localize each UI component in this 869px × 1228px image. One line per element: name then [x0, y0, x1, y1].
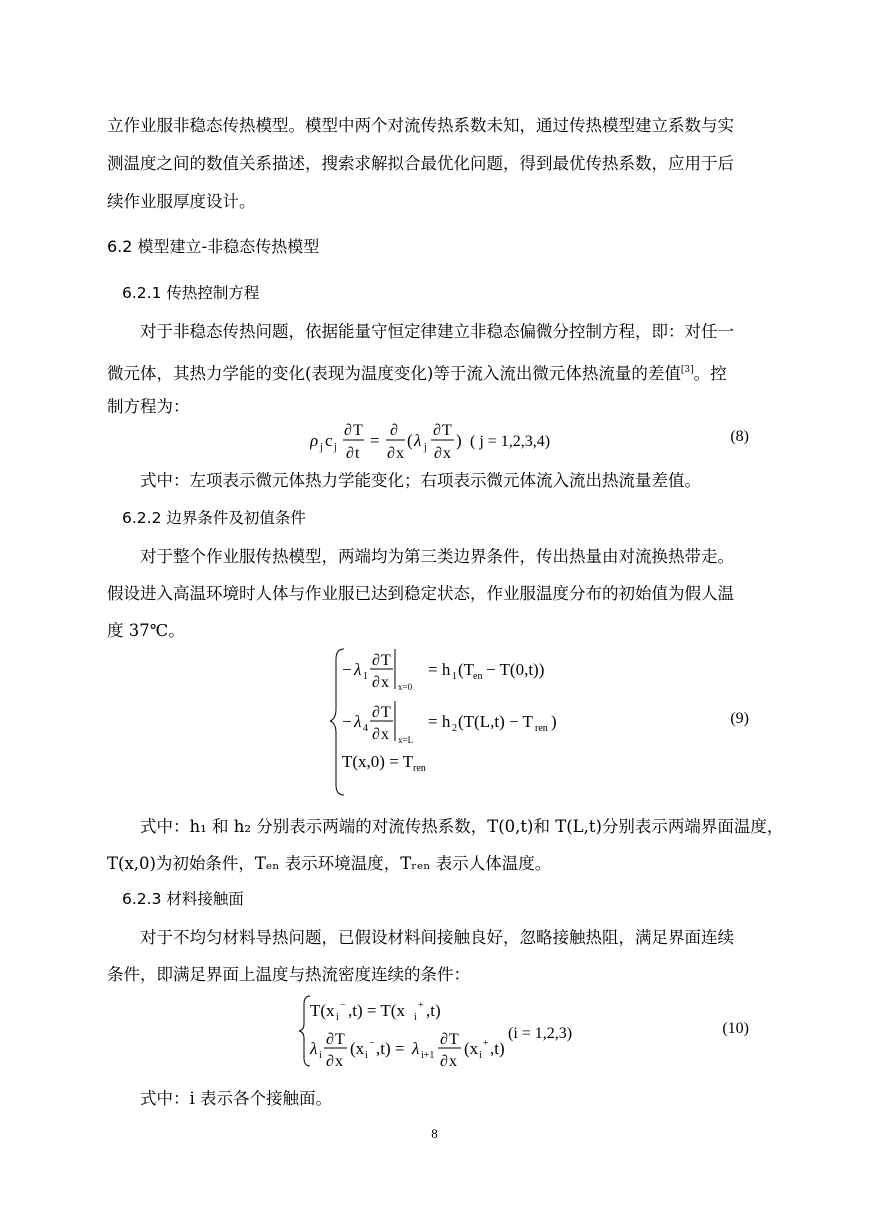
svg-text:ren: ren — [413, 763, 426, 774]
svg-text:): ) — [551, 712, 557, 731]
svg-text:+: + — [483, 1038, 489, 1049]
svg-text:∂: ∂ — [372, 704, 380, 721]
svg-text:1: 1 — [363, 671, 368, 682]
svg-text:=: = — [370, 431, 380, 450]
svg-text:∂: ∂ — [387, 445, 395, 462]
page-number: 8 — [431, 1126, 438, 1141]
svg-text:,t) = T(x: ,t) = T(x — [348, 1001, 405, 1020]
svg-text:∂: ∂ — [326, 1031, 334, 1048]
equation-number-10: (10) — [722, 1020, 749, 1037]
svg-text:∂: ∂ — [390, 422, 398, 439]
svg-text:∂: ∂ — [344, 422, 352, 439]
subsection-heading-6-2-2: 6.2.2 边界条件及初值条件 — [122, 509, 306, 527]
svg-text:∂: ∂ — [372, 652, 380, 669]
equation-9 — [330, 645, 590, 800]
svg-text:T: T — [442, 422, 452, 439]
s622-para-line-2: 假设进入高温环境时人体与作业服已达到稳定状态，作业服温度分布的初始值为假人温 — [107, 584, 734, 603]
equation-8 — [310, 418, 610, 462]
svg-text:T: T — [353, 422, 363, 439]
svg-text:i: i — [365, 1050, 368, 1061]
svg-text:i: i — [336, 1012, 339, 1023]
svg-text:∂: ∂ — [434, 445, 442, 462]
svg-text:∂: ∂ — [372, 726, 380, 743]
svg-text:T: T — [449, 1031, 459, 1048]
equation-10 — [298, 990, 598, 1072]
svg-text:λ: λ — [412, 1039, 420, 1058]
svg-text:−: − — [369, 1038, 375, 1049]
svg-text:x: x — [396, 445, 404, 462]
svg-text:1: 1 — [452, 671, 457, 682]
svg-text:4: 4 — [363, 723, 368, 734]
svg-text:T(x,0) = T: T(x,0) = T — [342, 752, 414, 771]
equation-number-9: (9) — [730, 710, 749, 727]
s621-para-line-1: 对于非稳态传热问题，依据能量守恒定律建立非稳态偏微分控制方程，即：对任一 — [140, 322, 734, 341]
s622-note-line-2: T(x,0)为初始条件，Tₑₙ 表示环境温度，Tᵣₑₙ 表示人体温度。 — [107, 854, 552, 873]
equation-number-8: (8) — [730, 428, 749, 445]
intro-line-3: 续作业服厚度设计。 — [107, 192, 256, 211]
subsection-heading-6-2-1: 6.2.1 传热控制方程 — [122, 284, 260, 302]
svg-text:λ: λ — [414, 431, 422, 450]
svg-text:− T(0,t)): − T(0,t)) — [486, 660, 545, 679]
svg-text:2: 2 — [452, 723, 457, 734]
svg-text:λ: λ — [354, 712, 362, 731]
svg-text:∂: ∂ — [372, 674, 380, 691]
svg-text:i+1: i+1 — [421, 1050, 435, 1061]
svg-text:x: x — [335, 1053, 343, 1070]
svg-text:∂: ∂ — [440, 1053, 448, 1070]
svg-text:ρ: ρ — [310, 431, 319, 450]
svg-text:i: i — [414, 1012, 417, 1023]
svg-text:x=L: x=L — [398, 735, 414, 745]
svg-text:,t): ,t) — [426, 1001, 441, 1020]
svg-text:∂: ∂ — [346, 445, 354, 462]
svg-text:T(x: T(x — [310, 1001, 335, 1020]
svg-text:−: − — [342, 712, 352, 731]
svg-text:(T(L,t) − T: (T(L,t) − T — [458, 712, 533, 731]
svg-text:j: j — [334, 442, 337, 453]
svg-text:∂: ∂ — [440, 1031, 448, 1048]
s622-note-line-1: 式中：h₁ 和 h₂ 分别表示两端的对流传热系数，T(0,t)和 T(L,t)分别表示两端界面温度， — [140, 817, 784, 836]
svg-text:i: i — [479, 1050, 482, 1061]
svg-text:j: j — [320, 442, 323, 453]
s623-para-line-1: 对于不均匀材料导热问题，已假设材料间接触良好，忽略接触热阻，满足界面连续 — [140, 928, 734, 947]
svg-text:∂: ∂ — [326, 1053, 334, 1070]
svg-text:c: c — [325, 431, 333, 450]
svg-text:= h: = h — [428, 712, 451, 731]
svg-text:+: + — [418, 1000, 424, 1011]
intro-line-2: 测温度之间的数值关系描述，搜索求解拟合最优化问题，得到最优传热系数，应用于后 — [107, 154, 734, 173]
s623-para-line-2: 条件，即满足界面上温度与热流密度连续的条件： — [107, 965, 470, 984]
svg-text:λ: λ — [310, 1039, 318, 1058]
svg-text:i: i — [319, 1050, 322, 1061]
svg-text:T: T — [381, 704, 391, 721]
svg-text:): ) — [456, 431, 462, 450]
svg-text:T: T — [335, 1031, 345, 1048]
svg-text:(T: (T — [458, 660, 475, 679]
svg-text:j: j — [424, 442, 427, 453]
svg-text:en: en — [473, 671, 483, 682]
s621-para-line-3: 制方程为： — [107, 397, 190, 416]
svg-text:( j = 1,2,3,4): ( j = 1,2,3,4) — [470, 433, 551, 450]
svg-text:(: ( — [407, 431, 413, 450]
section-heading-6-2: 6.2 模型建立-非稳态传热模型 — [107, 237, 320, 256]
svg-text:x: x — [381, 674, 389, 691]
svg-text:x: x — [381, 726, 389, 743]
s621-note: 式中：左项表示微元体热力学能变化；右项表示微元体流入流出热流量差值。 — [140, 471, 701, 490]
svg-text:∂: ∂ — [433, 422, 441, 439]
citation-ref: [3] — [680, 365, 694, 375]
svg-text:ren: ren — [535, 723, 548, 734]
svg-text:= h: = h — [428, 660, 451, 679]
s622-para-line-1: 对于整个作业服传热模型，两端均为第三类边界条件，传出热量由对流换热带走。 — [140, 547, 734, 566]
svg-text:λ: λ — [354, 660, 362, 679]
svg-text:(x: (x — [464, 1039, 479, 1058]
svg-text:(x: (x — [350, 1039, 365, 1058]
svg-text:x=0: x=0 — [398, 682, 413, 692]
svg-text:−: − — [340, 1000, 346, 1011]
svg-text:,t): ,t) — [490, 1039, 505, 1058]
s623-note: 式中：i 表示各个接触面。 — [140, 1089, 333, 1108]
intro-line-1: 立作业服非稳态传热模型。模型中两个对流传热系数未知，通过传热模型建立系数与实 — [107, 116, 734, 135]
subsection-heading-6-2-3: 6.2.3 材料接触面 — [122, 890, 244, 908]
s621-para-line-2: 微元体，其热力学能的变化(表现为温度变化)等于流入流出微元体热流量的差值[3]。控 — [107, 364, 727, 383]
svg-text:T: T — [381, 652, 391, 669]
svg-text:−: − — [342, 660, 352, 679]
svg-text:,t) =: ,t) = — [376, 1039, 405, 1058]
svg-text:(i = 1,2,3): (i = 1,2,3) — [508, 1025, 573, 1042]
svg-text:x: x — [443, 445, 451, 462]
svg-text:x: x — [449, 1053, 457, 1070]
s622-para-line-3: 度 37℃。 — [107, 621, 185, 640]
svg-text:t: t — [355, 445, 360, 462]
